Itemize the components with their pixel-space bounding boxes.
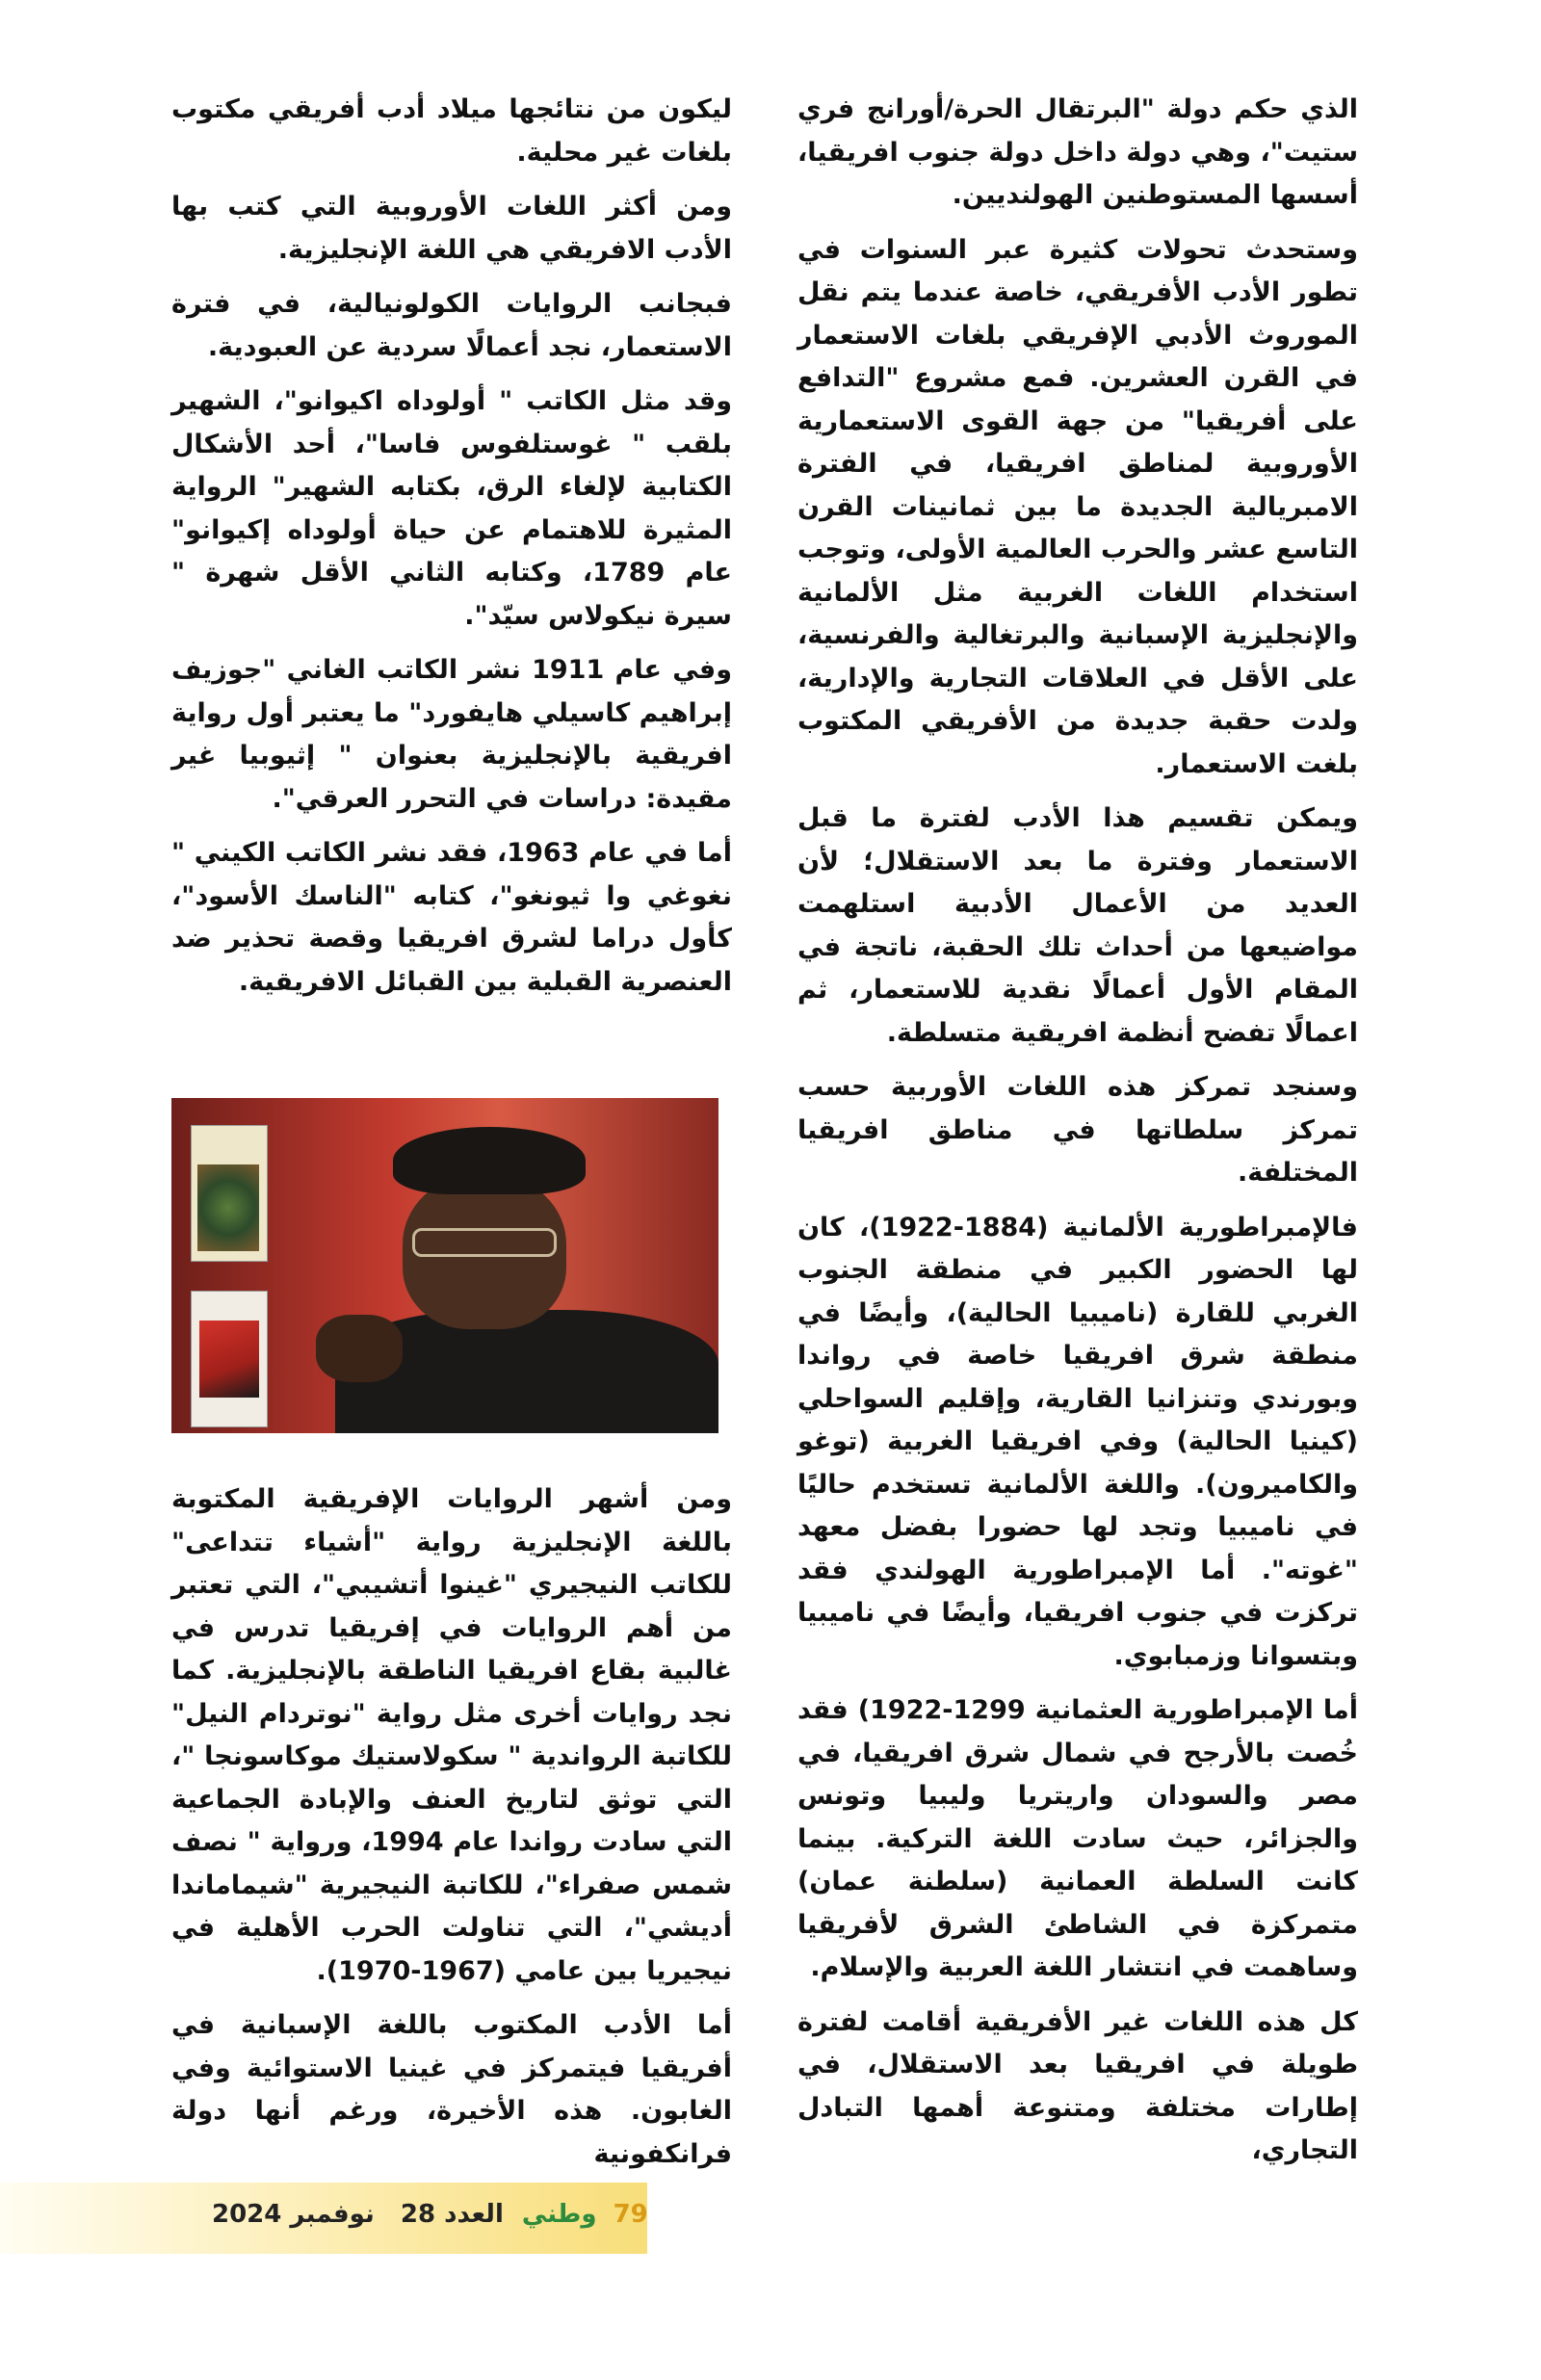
person-hat — [393, 1127, 586, 1194]
book-cover-art — [199, 1321, 259, 1398]
paragraph: كل هذه اللغات غير الأفريقية أقامت لفترة طويلة في افريقيا بعد الاستقلال، في إطارات مختلفة ومتنوعة أهمها التبادل التجاري، — [797, 2006, 1358, 2165]
person-glasses — [412, 1228, 557, 1257]
book-cover — [191, 1291, 268, 1427]
paragraph: أما الإمبراطورية العثمانية 1299-1922) فقد خُصت بالأرجح في شمال شرق افريقيا، في مصر والسودان واريتريا وليبيا وتونس والجزائر، حيث سادت اللغة التركية. بينما كانت السلطة العمانية (سلطنة عمان) متمركزة في الشاطئ الشرق لأفريقيا وساهمت في انتشار اللغة العربية والإسلام. — [797, 1695, 1358, 1982]
footer — [212, 2200, 648, 2229]
person-hand — [316, 1315, 403, 1382]
paragraph: ليكون من نتائجها ميلاد أدب أفريقي مكتوب بلغات غير محلية. — [171, 94, 732, 168]
left-column-bottom — [171, 1478, 732, 2187]
paragraph: وسنجد تمركز هذه اللغات الأوربية حسب تمركز سلطاتها في مناطق افريقيا المختلفة. — [797, 1072, 1358, 1188]
paragraph: فالإمبراطورية الألمانية (1884-1922)، كان لها الحضور الكبير في منطقة الجنوب الغربي للقارة (ناميبيا الحالية)، وأيضًا في منطقة شرق افريقيا خاصة في رواندا وبورندي وتنزانيا القارية، وإقليم السواحلي (كينيا الحالية) وفي افريقيا الغربية (توغو والكاميرون). واللغة الألمانية تستخدم حاليًا في ناميبيا وتجد لها حضورا بفضل معهد "غوته". أما الإمبراطورية الهولندي فقد تركزت في جنوب افريقيا، وأيضًا في ناميبيا وبتسوانا وزمبابوي. — [797, 1212, 1358, 1671]
paragraph: الذي حكم دولة "البرتقال الحرة/أورانج فري ستيت"، وهي دولة داخل دولة جنوب افريقيا، أسسها المستوطنين الهولنديين. — [797, 94, 1358, 210]
left-column-top — [171, 89, 732, 1015]
paragraph: ويمكن تقسيم هذا الأدب لفترة ما قبل الاستعمار وفترة ما بعد الاستقلال؛ لأن العديد من الأعمال الأدبية استلهمت مواضيعها من أحداث تلك الحقبة، ناتجة في المقام الأول أعمالًا نقدية للاستعمار، ثم اعمالًا تفضح أنظمة افريقية متسلطة. — [797, 803, 1358, 1048]
author-photo — [171, 1098, 718, 1433]
book-cover-art — [197, 1164, 259, 1251]
magazine-brand: وطني — [521, 2200, 597, 2229]
issue-number: 28 — [400, 2200, 436, 2229]
paragraph: ومن أكثر اللغات الأوروبية التي كتب بها الأدب الافريقي هي اللغة الإنجليزية. — [171, 192, 732, 265]
page-number: 79 — [613, 2200, 648, 2229]
issue-label: العدد — [444, 2200, 504, 2229]
paragraph: أما في عام 1963، فقد نشر الكاتب الكيني " نغوغي وا ثيونغو"، كتابه "الناسك الأسود"، كأول دراما لشرق افريقيا وقصة تحذير ضد العنصرية القبلية بين القبائل الافريقية. — [171, 838, 732, 997]
paragraph: أما الأدب المكتوب باللغة الإسبانية في أفريقيا فيتمركز في غينيا الاستوائية وفي الغابون. هذه الأخيرة، ورغم أنها دولة فرانكفونية — [171, 2010, 732, 2169]
paragraph: ومن أشهر الروايات الإفريقية المكتوبة باللغة الإنجليزية رواية "أشياء تتداعى" للكاتب النيجيري "غينوا أتشيبي"، التي تعتبر من أهم الروايات في إفريقيا تدرس في غالبية بقاع افريقيا الناطقة بالإنجليزية. كما نجد روايات أخرى مثل رواية "نوتردام النيل" للكاتبة الرواندية " سكولاستيك موكاسونجا "، التي توثق لتاريخ العنف والإبادة الجماعية التي سادت رواندا عام 1994، ورواية " نصف شمس صفراء"، للكاتبة النيجيرية "شيماماندا أديشي"، التي تناولت الحرب الأهلية في نيجيريا بين عامي (1967-1970). — [171, 1484, 733, 1986]
right-column — [797, 89, 1358, 2184]
paragraph: وستحدث تحولات كثيرة عبر السنوات في تطور الأدب الأفريقي، خاصة عندما يتم نقل الموروث الأدبي الإفريقي بلغات الاستعمار في القرن العشرين. فمع مشروع "التدافع على أفريقيا" من جهة القوى الاستعمارية الأوروبية لمناطق افريقيا، في الفترة الامبريالية الجديدة ما بين ثمانينات القرن التاسع عشر والحرب العالمية الأولى، وتوجب استخدام اللغات الغربية مثل الألمانية والإنجليزية الإسبانية والبرتغالية والفرنسية، على الأقل في العلاقات التجارية والإدارية، ولدت حقبة جديدة من الأفريقي المكتوب بلغت الاستعمار. — [797, 234, 1358, 779]
issue-date: نوفمبر 2024 — [212, 2200, 375, 2229]
paragraph: وفي عام 1911 نشر الكاتب الغاني "جوزيف إبراهيم كاسيلي هايفورد" ما يعتبر أول رواية افريقية بالإنجليزية بعنوان " إثيوبيا غير مقيدة: دراسات في التحرر العرقي". — [171, 655, 733, 814]
book-cover — [191, 1125, 268, 1262]
paragraph: وقد مثل الكاتب " أولوداه اكيوانو"، الشهير بلقب " غوستلفوس فاسا"، أحد الأشكال الكتابية لإلغاء الرق، بكتابه الشهير" الرواية المثيرة للاهتمام عن حياة أولوداه إكيوانو" عام 1789، وكتابه الثاني الأقل شهرة " سيرة نيكولاس سيّد". — [171, 386, 732, 631]
paragraph: فبجانب الروايات الكولونيالية، في فترة الاستعمار، نجد أعمالًا سردية عن العبودية. — [171, 289, 732, 362]
